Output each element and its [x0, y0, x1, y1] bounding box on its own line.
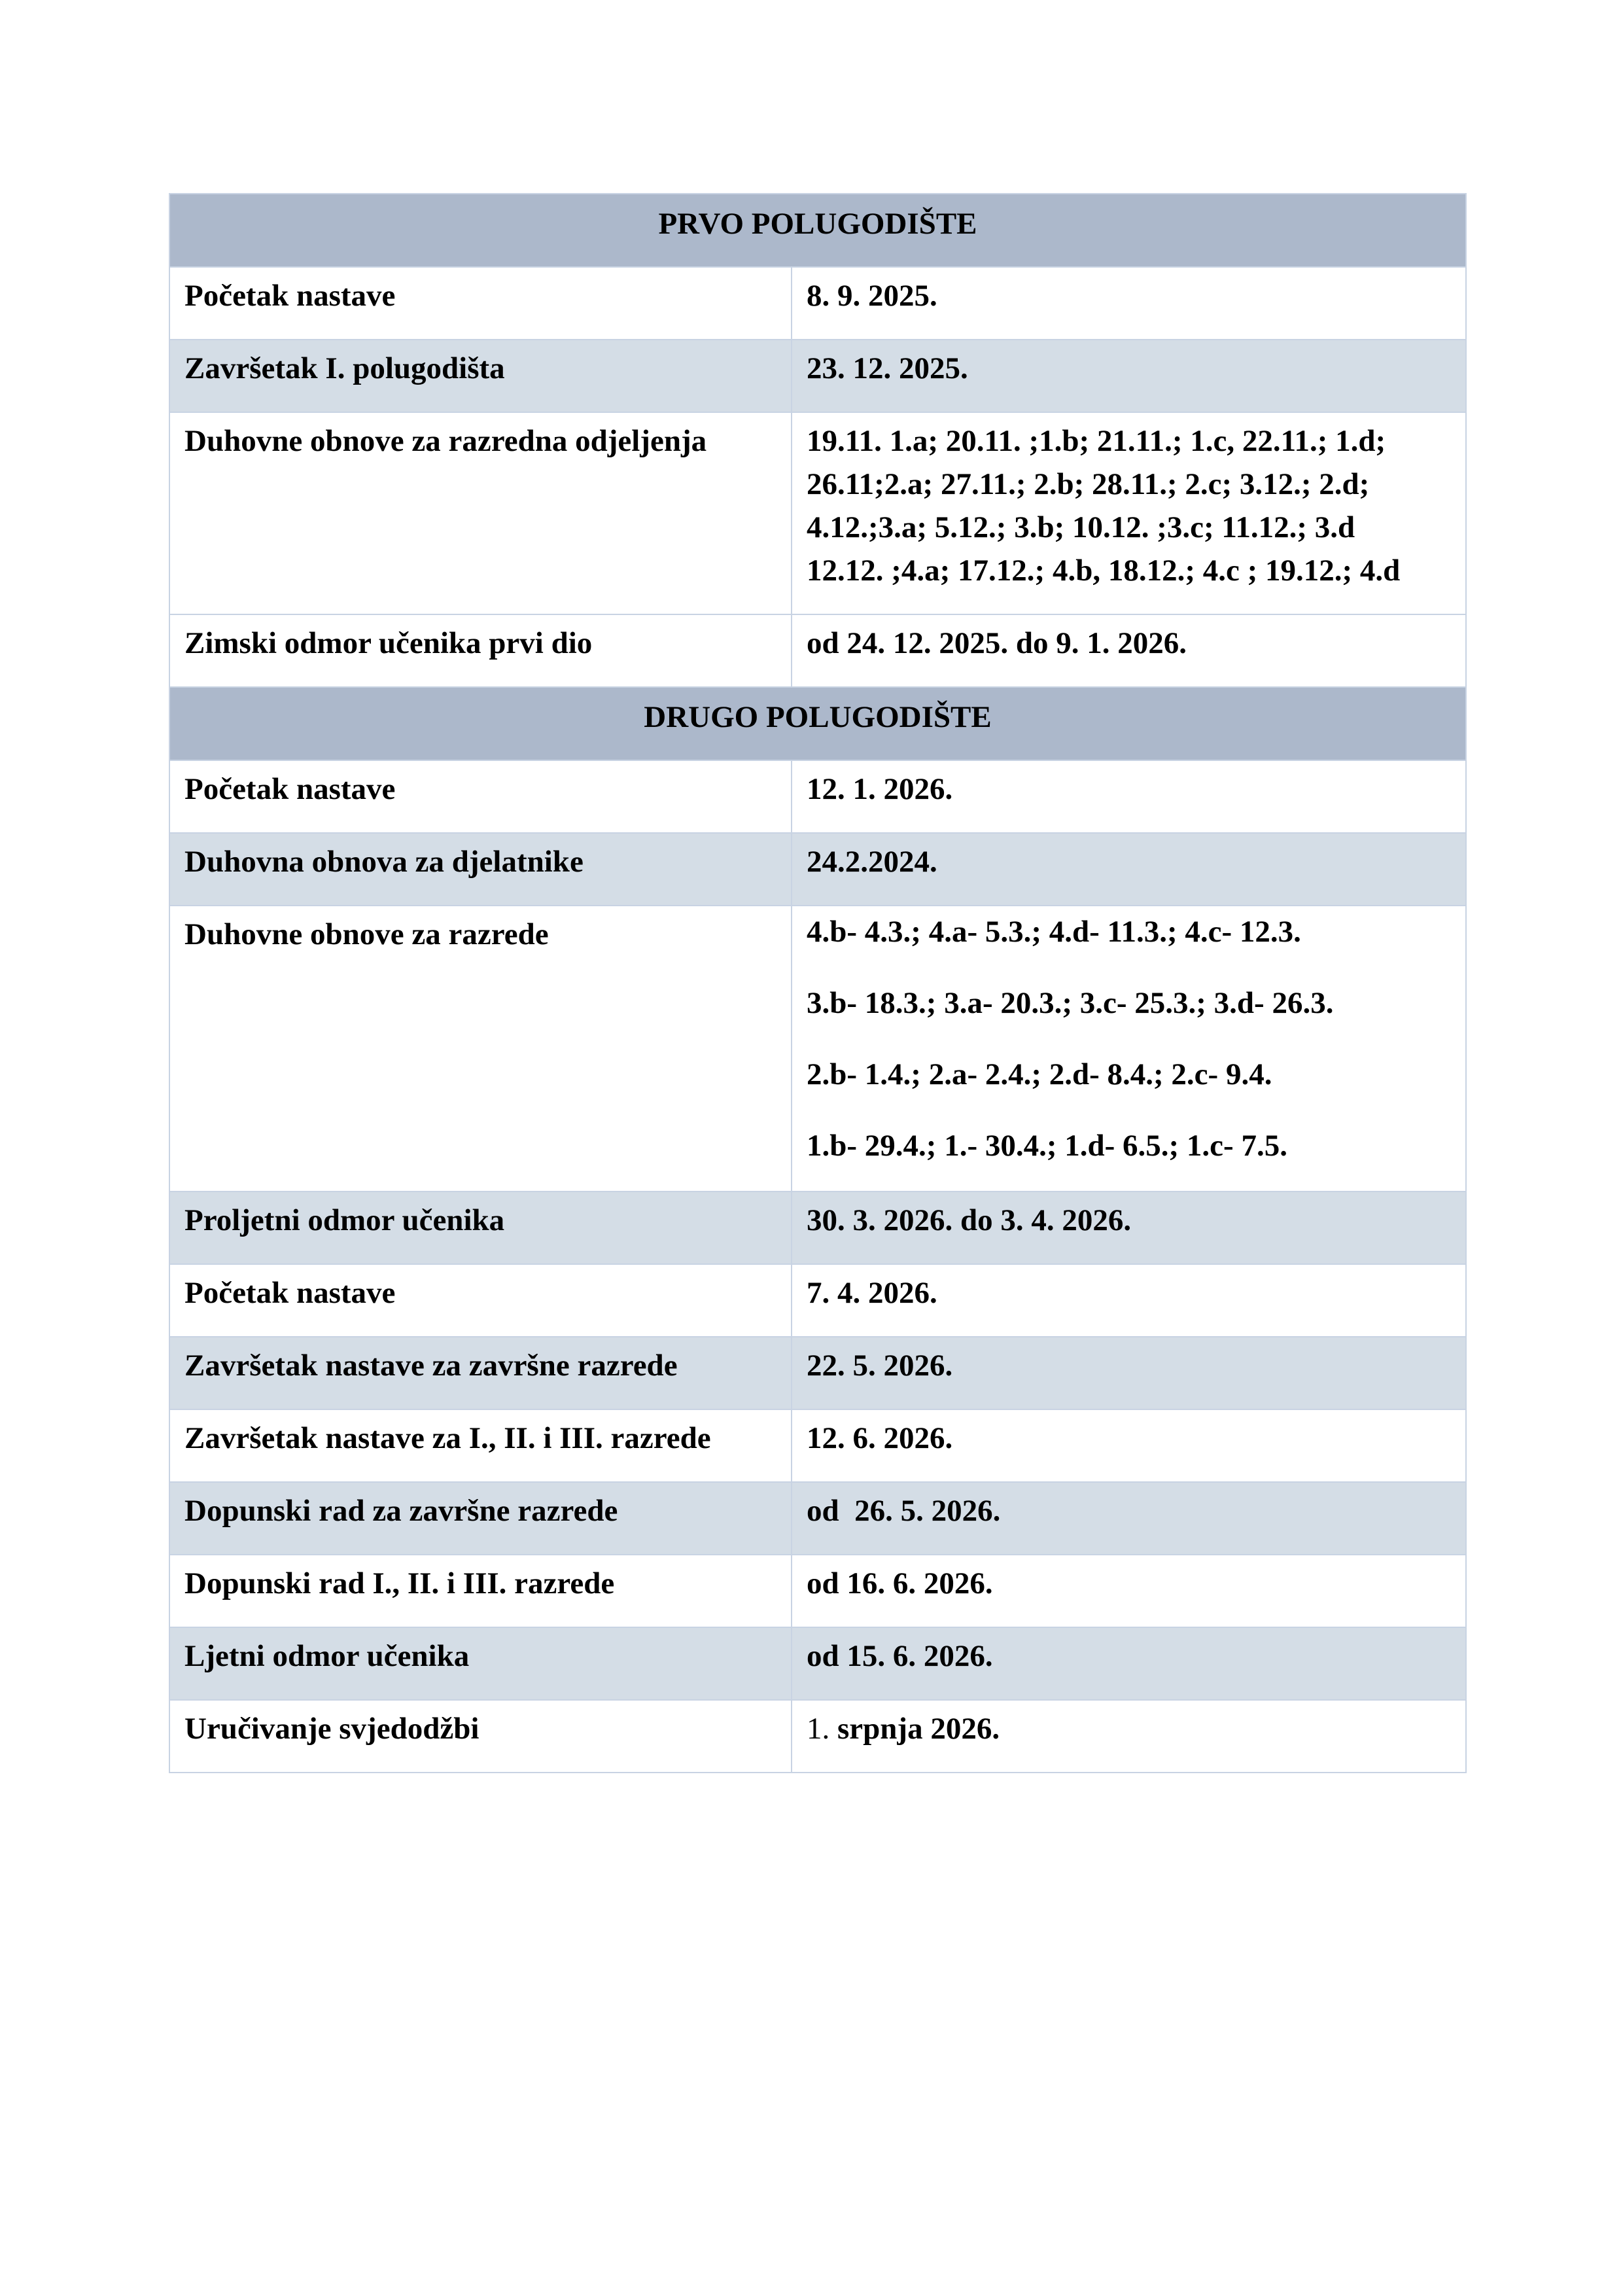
- value-line: 19.11. 1.a; 20.11. ;1.b; 21.11.; 1.c, 22.11.; 1.d;: [807, 424, 1386, 458]
- table-row: [169, 833, 1466, 906]
- row-label: Duhovna obnova za djelatnike: [169, 833, 792, 906]
- table-row: [169, 760, 1466, 833]
- row-value: 12. 6. 2026.: [792, 1409, 1466, 1482]
- row-value-list: [792, 412, 1466, 614]
- row-value: 12. 1. 2026.: [792, 760, 1466, 833]
- table-row: [169, 1337, 1466, 1409]
- row-value: [792, 1700, 1466, 1773]
- row-value: od 26. 5. 2026.: [792, 1482, 1466, 1555]
- row-value: od 15. 6. 2026.: [792, 1627, 1466, 1700]
- row-label: Duhovne obnove za razredna odjeljenja: [169, 412, 792, 614]
- row-label: Duhovne obnove za razrede: [169, 906, 792, 1192]
- row-label: Ljetni odmor učenika: [169, 1627, 792, 1700]
- value-rest: srpnja 2026.: [829, 1712, 1000, 1746]
- row-label: Zimski odmor učenika prvi dio: [169, 614, 792, 687]
- table-row: [169, 1700, 1466, 1773]
- section-header-row: [169, 194, 1466, 267]
- row-label: Završetak I. polugodišta: [169, 340, 792, 412]
- row-value: 22. 5. 2026.: [792, 1337, 1466, 1409]
- row-label: Početak nastave: [169, 1264, 792, 1337]
- row-value: 8. 9. 2025.: [792, 267, 1466, 340]
- table-row: [169, 340, 1466, 412]
- row-value: od 24. 12. 2025. do 9. 1. 2026.: [792, 614, 1466, 687]
- value-line: 1.b- 29.4.; 1.- 30.4.; 1.d- 6.5.; 1.c- 7.5.: [807, 1129, 1287, 1163]
- row-label: Početak nastave: [169, 267, 792, 340]
- value-line: 26.11;2.a; 27.11.; 2.b; 28.11.; 2.c; 3.12.; 2.d;: [807, 467, 1370, 501]
- table-row: [169, 1409, 1466, 1482]
- row-label: Proljetni odmor učenika: [169, 1192, 792, 1264]
- table-row: [169, 412, 1466, 614]
- row-label: Završetak nastave za I., II. i III. razrede: [169, 1409, 792, 1482]
- table-row: [169, 267, 1466, 340]
- row-label: Uručivanje svjedodžbi: [169, 1700, 792, 1773]
- row-value: 24.2.2024.: [792, 833, 1466, 906]
- row-value: 30. 3. 2026. do 3. 4. 2026.: [792, 1192, 1466, 1264]
- row-label: Početak nastave: [169, 760, 792, 833]
- value-line: 2.b- 1.4.; 2.a- 2.4.; 2.d- 8.4.; 2.c- 9.4.: [807, 1057, 1272, 1091]
- row-value-list: [792, 906, 1466, 1192]
- table-row: [169, 906, 1466, 1192]
- row-label: Završetak nastave za završne razrede: [169, 1337, 792, 1409]
- value-lead: 1.: [807, 1712, 830, 1746]
- table-row: [169, 1555, 1466, 1627]
- row-value: 23. 12. 2025.: [792, 340, 1466, 412]
- row-value: 7. 4. 2026.: [792, 1264, 1466, 1337]
- section-title-second-term: DRUGO POLUGODIŠTE: [169, 687, 1466, 760]
- table-row: [169, 1627, 1466, 1700]
- table-row: [169, 1192, 1466, 1264]
- table-row: [169, 614, 1466, 687]
- section-title-first-term: PRVO POLUGODIŠTE: [169, 194, 1466, 267]
- value-line: 4.12.;3.a; 5.12.; 3.b; 10.12. ;3.c; 11.12.; 3.d: [807, 510, 1355, 544]
- row-label: Dopunski rad za završne razrede: [169, 1482, 792, 1555]
- table-row: [169, 1264, 1466, 1337]
- row-label: Dopunski rad I., II. i III. razrede: [169, 1555, 792, 1627]
- value-line: 3.b- 18.3.; 3.a- 20.3.; 3.c- 25.3.; 3.d- 26.3.: [807, 986, 1334, 1020]
- value-line: 4.b- 4.3.; 4.a- 5.3.; 4.d- 11.3.; 4.c- 12.3.: [807, 915, 1301, 949]
- value-line: 12.12. ;4.a; 17.12.; 4.b, 18.12.; 4.c ; 19.12.; 4.d: [807, 554, 1401, 588]
- school-calendar-table: [169, 193, 1467, 1773]
- section-header-row: [169, 687, 1466, 760]
- table-row: [169, 1482, 1466, 1555]
- row-value: od 16. 6. 2026.: [792, 1555, 1466, 1627]
